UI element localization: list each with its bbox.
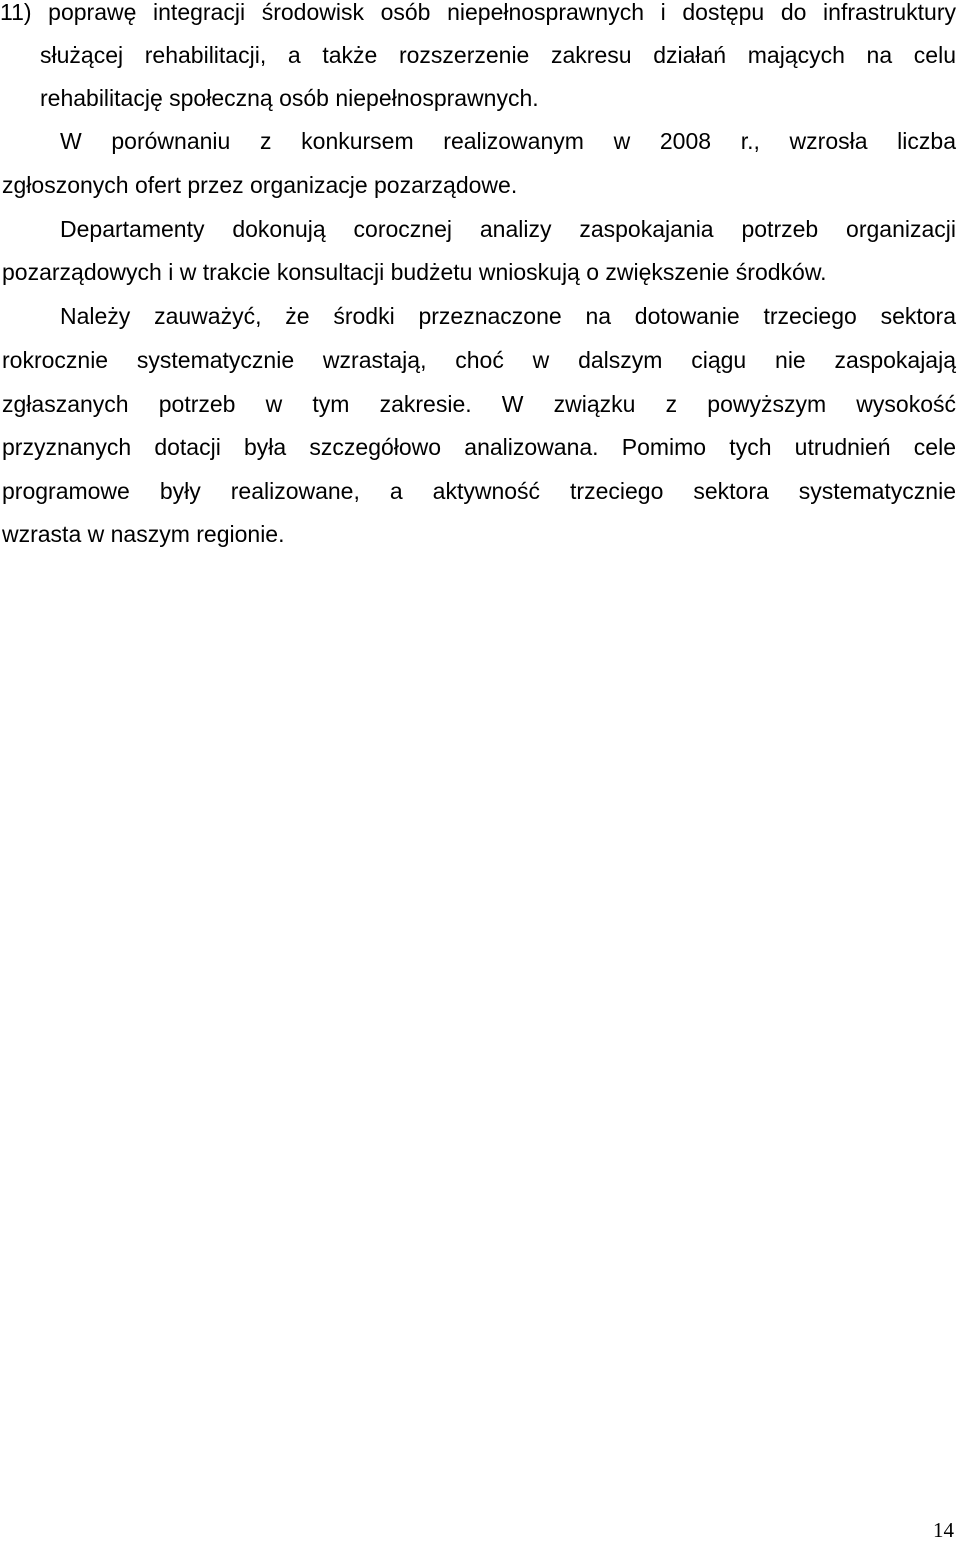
list-item-11-line-3: rehabilitację społeczną osób niepełnosprawnych. (40, 85, 539, 111)
paragraph-1-line-1: W porównaniu z konkursem realizowanym w 2008 r., wzrosła liczba (60, 128, 956, 154)
paragraph-3-line-2: rokrocznie systematycznie wzrastają, choć w dalszym ciągu nie zaspokajają (2, 347, 956, 373)
page-number: 14 (933, 1518, 954, 1542)
paragraph-3-line-1: Należy zauważyć, że środki przeznaczone na dotowanie trzeciego sektora (60, 303, 956, 329)
list-item-11-line-1: 11) poprawę integracji środowisk osób niepełnosprawnych i dostępu do infrastruktury (0, 0, 956, 25)
paragraph-3-line-6: wzrasta w naszym regionie. (2, 521, 285, 547)
paragraph-3-line-5: programowe były realizowane, a aktywność trzeciego sektora systematycznie (2, 478, 956, 504)
list-item-11-line-2: służącej rehabilitacji, a także rozszerzenie zakresu działań mających na celu (40, 42, 956, 68)
paragraph-3-line-3: zgłaszanych potrzeb w tym zakresie. W związku z powyższym wysokość (2, 391, 956, 417)
paragraph-1-line-2: zgłoszonych ofert przez organizacje pozarządowe. (2, 172, 518, 198)
paragraph-2-line-2: pozarządowych i w trakcie konsultacji budżetu wnioskują o zwiększenie środków. (2, 259, 827, 285)
paragraph-3-line-4: przyznanych dotacji była szczegółowo analizowana. Pomimo tych utrudnień cele (2, 434, 956, 460)
paragraph-2-line-1: Departamenty dokonują corocznej analizy zaspokajania potrzeb organizacji (60, 216, 956, 242)
